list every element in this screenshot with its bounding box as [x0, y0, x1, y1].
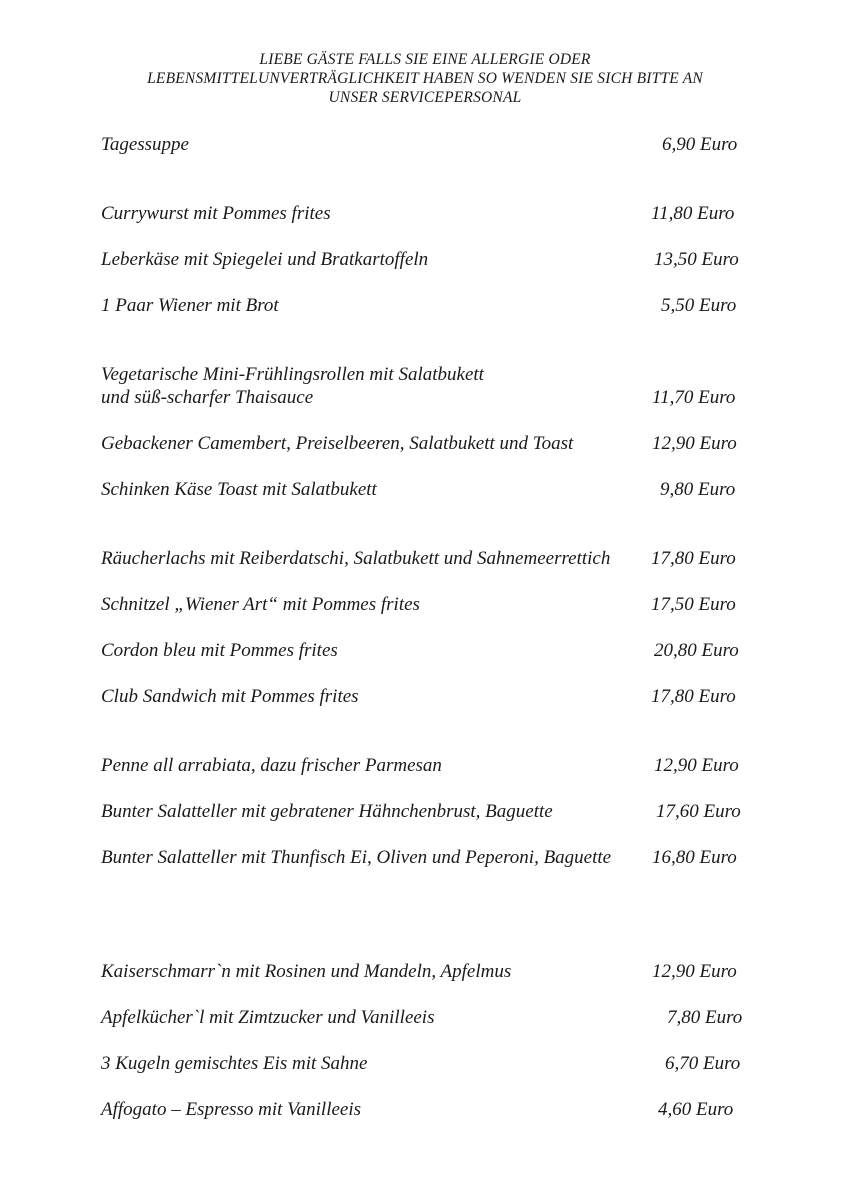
item-price: 16,80 Euro — [652, 847, 737, 868]
item-price: 13,50 Euro — [654, 249, 739, 270]
allergy-notice-line-1: LIEBE GÄSTE FALLS SIE EINE ALLERGIE ODER — [259, 51, 591, 68]
menu-item — [101, 179, 751, 225]
item-price: 17,60 Euro — [656, 801, 741, 822]
item-price: 12,90 Euro — [652, 961, 737, 982]
item-price: 20,80 Euro — [654, 640, 739, 661]
item-name: Leberkäse mit Spiegelei und Bratkartoffeln — [101, 249, 429, 270]
item-price: 6,90 Euro — [662, 134, 738, 155]
item-name: Penne all arrabiata, dazu frischer Parmesan — [101, 755, 442, 776]
allergy-notice — [0, 50, 850, 107]
menu-item — [101, 455, 751, 501]
menu-item — [101, 110, 751, 156]
menu-item — [101, 823, 751, 869]
item-name: 3 Kugeln gemischtes Eis mit Sahne — [101, 1053, 368, 1074]
menu-item — [101, 271, 751, 317]
item-name: Cordon bleu mit Pommes frites — [101, 640, 338, 661]
menu-item — [101, 731, 751, 777]
menu-item — [101, 1029, 751, 1075]
item-price: 4,60 Euro — [658, 1099, 734, 1120]
item-name: Gebackener Camembert, Preiselbeeren, Salatbukett und Toast — [101, 433, 574, 454]
item-price: 11,70 Euro — [652, 387, 736, 408]
item-price: 6,70 Euro — [665, 1053, 741, 1074]
item-price: 11,80 Euro — [651, 203, 735, 224]
item-name: Affogato – Espresso mit Vanilleeis — [101, 1099, 362, 1120]
menu-item — [101, 570, 751, 616]
menu-item — [101, 1075, 751, 1121]
item-price: 17,80 Euro — [651, 686, 736, 707]
menu-item — [101, 225, 751, 271]
item-name: Kaiserschmarr`n mit Rosinen und Mandeln, Apfelmus — [101, 961, 512, 982]
allergy-notice-line-3: UNSER SERVICEPERSONAL — [328, 89, 522, 106]
item-name: Räucherlachs mit Reiberdatschi, Salatbukett und Sahnemeerrettich — [101, 548, 611, 569]
item-name: Bunter Salatteller mit Thunfisch Ei, Oliven und Peperoni, Baguette — [101, 847, 612, 868]
allergy-notice-line-2: LEBENSMITTELUNVERTRÄGLICHKEIT HABEN SO WENDEN SIE SICH BITTE AN — [147, 70, 703, 87]
item-name: Schnitzel „Wiener Art“ mit Pommes frites — [101, 594, 420, 615]
item-price: 9,80 Euro — [660, 479, 736, 500]
item-name: 1 Paar Wiener mit Brot — [101, 295, 279, 316]
menu-item — [101, 777, 751, 823]
item-name: Vegetarische Mini-Frühlingsrollen mit Salatbukett und süß-scharfer Thaisauce — [101, 364, 484, 408]
menu-item — [101, 524, 751, 570]
item-price: 5,50 Euro — [661, 295, 737, 316]
item-price: 7,80 Euro — [667, 1007, 743, 1028]
item-price: 12,90 Euro — [652, 433, 737, 454]
menu-item — [101, 983, 751, 1029]
menu-item — [101, 616, 751, 662]
menu-item — [101, 363, 751, 409]
item-price: 17,80 Euro — [651, 548, 736, 569]
item-name: Schinken Käse Toast mit Salatbukett — [101, 479, 377, 500]
item-name: Apfelkücher`l mit Zimtzucker und Vanilleeis — [101, 1007, 435, 1028]
menu-item — [101, 937, 751, 983]
item-name: Currywurst mit Pommes frites — [101, 203, 331, 224]
item-name: Bunter Salatteller mit gebratener Hähnchenbrust, Baguette — [101, 801, 553, 822]
item-price: 17,50 Euro — [651, 594, 736, 615]
item-name: Club Sandwich mit Pommes frites — [101, 686, 359, 707]
item-price: 12,90 Euro — [654, 755, 739, 776]
menu-item — [101, 662, 751, 708]
item-name: Tagessuppe — [101, 134, 189, 155]
menu-item — [101, 409, 751, 455]
